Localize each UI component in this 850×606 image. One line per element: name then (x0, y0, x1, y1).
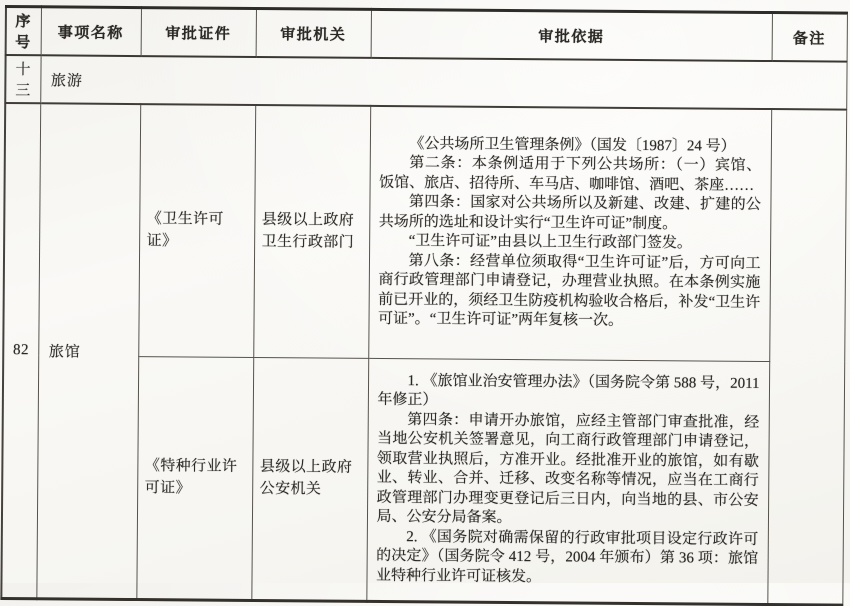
col-header-authority: 审批机关 (256, 8, 371, 57)
col-header-item-name: 事项名称 (41, 7, 141, 56)
entry-number-cell: 82 (1, 103, 40, 598)
certificate-cell-health-permit: 《卫生许可证》 (138, 104, 255, 357)
certificate-cell-special-industry-permit: 《特种行业许可证》 (136, 356, 253, 600)
scanned-document-sheet (0, 5, 846, 606)
basis-paragraph: “卫生许可证”由县以上卫生行政部门签发。 (408, 233, 693, 252)
approval-items-table (0, 5, 847, 606)
table-header-row (6, 7, 847, 62)
remark-cell (767, 109, 846, 605)
col-header-seq-number: 序号 (6, 7, 41, 56)
basis-paragraph: 第四条：国家对公共场所以及新建、改建、扩建的公共场所的选址和设计实行“卫生许可证”制度。 (378, 194, 762, 233)
basis-paragraph: 第四条：申请开办旅馆，应经主管部门审查批准，经当地公安机关签署意见，向工商行政管理部门申请登记，领取营业执照后，方准开业。经批准开业的旅馆，如有歇业、转业、合并、迁移、改变名称等情况，应当在工商行政管理部门办理变更登记后三日内，向当地的县、市公安局、公安分局备案。 (376, 411, 760, 527)
col-header-remark: 备注 (772, 13, 847, 62)
col-header-certificate: 审批证件 (141, 8, 256, 57)
authority-cell-public-security: 县级以上政府公安机关 (251, 357, 368, 601)
entry-name-cell: 旅馆 (36, 103, 140, 599)
authority-cell-health-dept: 县级以上政府卫生行政部门 (253, 105, 370, 358)
basis-paragraph: 《公共场所卫生管理条例》（国发〔1987〕24 号） (409, 135, 736, 155)
basis-paragraph: 第八条：经营单位须取得“卫生许可证”后，方可向工商行政管理部门申请登记，办理营业执照。在本条例实施前已开业的，须经卫生防疫机构验收合格后，补发“卫生许可证”。“卫生许可证”两年复核一次。 (377, 252, 761, 330)
entry-sub-row-health-permit (3, 103, 846, 362)
col-header-basis: 审批依据 (371, 9, 772, 61)
basis-cell-health-permit (368, 106, 771, 361)
basis-paragraph: 1. 《旅馆业治安管理办法》（国务院令第 588 号，2011 年修正） (377, 372, 760, 409)
basis-paragraph: 第二条：本条例适用于下列公共场所：（一）宾馆、饭馆、旅店、招待所、车马店、咖啡馆、酒吧、茶座…… (379, 155, 762, 194)
section-number-cell: 十三 (5, 55, 40, 103)
basis-cell-special-industry-permit (366, 358, 769, 604)
basis-paragraph: 2. 《国务院对确需保留的行政审批项目设定行政许可的决定》（国务院令 412 号，2004 年颁布）第 36 项：旅馆业特种行业许可证核发。 (375, 528, 759, 585)
section-name-cell: 旅游 (40, 55, 846, 109)
section-row-tourism (5, 55, 846, 110)
